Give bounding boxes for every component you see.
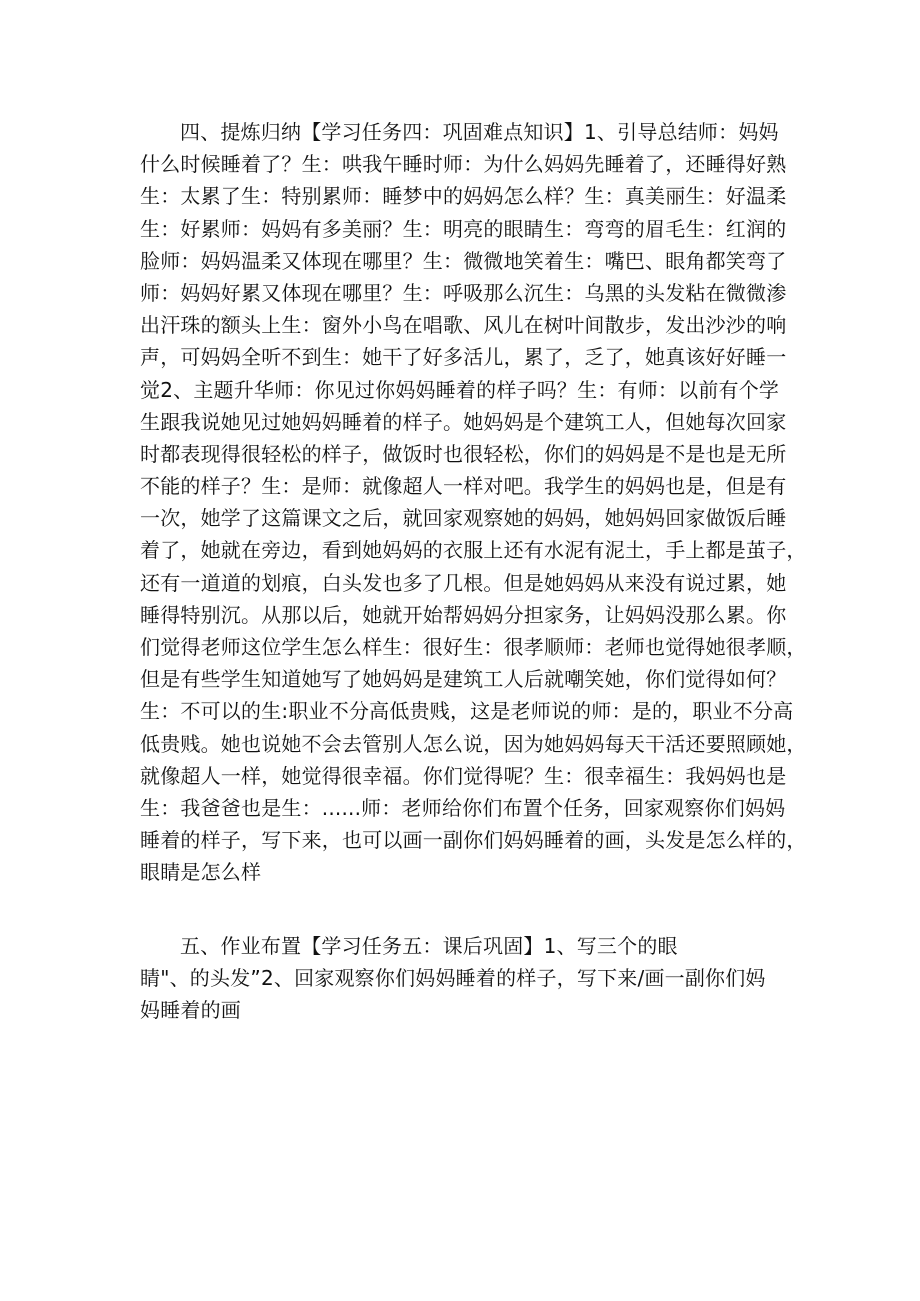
text-line: 生：太累了生：特别累师：睡梦中的妈妈怎么样？生：真美丽生：好温柔: [140, 184, 787, 209]
text-line: 四、提炼归纳【学习任务四：巩固难点知识】1、引导总结师：妈妈: [180, 120, 779, 144]
text-line: 脸师：妈妈温柔又体现在哪里？生：微微地笑着生：嘴巴、眼角都笑弯了: [140, 248, 787, 273]
text-line: 五、作业布置【学习任务五：课后巩固】1、写三个的眼: [180, 934, 678, 958]
text-line: 低贵贱。她也说她不会去管别人怎么说，因为她妈妈每天干活还要照顾她，: [140, 731, 807, 756]
text-line: 睡得特别沉。从那以后，她就开始帮妈妈分担家务，让妈妈没那么累。你: [140, 602, 787, 627]
text-line: 生：我爸爸也是生：......师：老师给你们布置个任务，回家观察你们妈妈: [140, 795, 786, 820]
text-line: 还有一道道的划痕，白头发也多了几根。但是她妈妈从来没有说过累，她: [140, 570, 787, 595]
text-line: 不能的样子？生：是师：就像超人一样对吧。我学生的妈妈也是，但是有: [140, 474, 787, 499]
text-line: 着了，她就在旁边，看到她妈妈的衣服上还有水泥有泥土，手上都是茧子，: [140, 538, 807, 563]
text-line: 师：妈妈好累又体现在哪里？生：呼吸那么沉生：乌黑的头发粘在微微渗: [140, 280, 787, 305]
text-line: 们觉得老师这位学生怎么样生：很好生：很孝顺师：老师也觉得她很孝顺，: [140, 635, 807, 659]
text-line: 一次，她学了这篇课文之后，就回家观察她的妈妈，她妈妈回家做饭后睡: [140, 506, 787, 531]
paragraph-section-4: [140, 116, 807, 889]
text-line: 时都表现得很轻松的样子，做饭时也很轻松，你们的妈妈是不是也是无所: [140, 441, 787, 466]
text-line: 睛"、的头发”2、回家观察你们妈妈睡着的样子，写下来/画一副你们妈: [140, 966, 766, 991]
text-line: 觉2、主题升华师：你见过你妈妈睡着的样子吗？生：有师：以前有个学: [140, 377, 780, 402]
text-line: 就像超人一样，她觉得很幸福。你们觉得呢？生：很幸福生：我妈妈也是: [140, 763, 787, 788]
paragraph-section-5: [140, 930, 800, 1027]
text-line: 什么时候睡着了？生：哄我午睡时师：为什么妈妈先睡着了，还睡得好熟: [140, 152, 787, 177]
text-line: 眼睛是怎么样: [140, 860, 262, 885]
text-line: 出汗珠的额头上生：窗外小鸟在唱歌、风儿在树叶间散步，发出沙沙的响: [140, 313, 787, 338]
text-line: 但是有些学生知道她写了她妈妈是建筑工人后就嘲笑她，你们觉得如何？: [140, 667, 787, 692]
text-line: 生跟我说她见过她妈妈睡着的样子。她妈妈是个建筑工人，但她每次回家: [140, 409, 787, 434]
text-line: 生：好累师：妈妈有多美丽？生：明亮的眼睛生：弯弯的眉毛生：红润的: [140, 216, 787, 241]
text-line: 睡着的样子，写下来，也可以画一副你们妈妈睡着的画，头发是怎么样的，: [140, 828, 807, 853]
text-line: 妈睡着的画: [140, 998, 241, 1023]
text-line: 声，可妈妈全听不到生：她干了好多活儿，累了，乏了，她真该好好睡一: [140, 345, 787, 370]
text-line: 生：不可以的生:职业不分高低贵贱，这是老师说的师：是的，职业不分高: [140, 699, 794, 724]
